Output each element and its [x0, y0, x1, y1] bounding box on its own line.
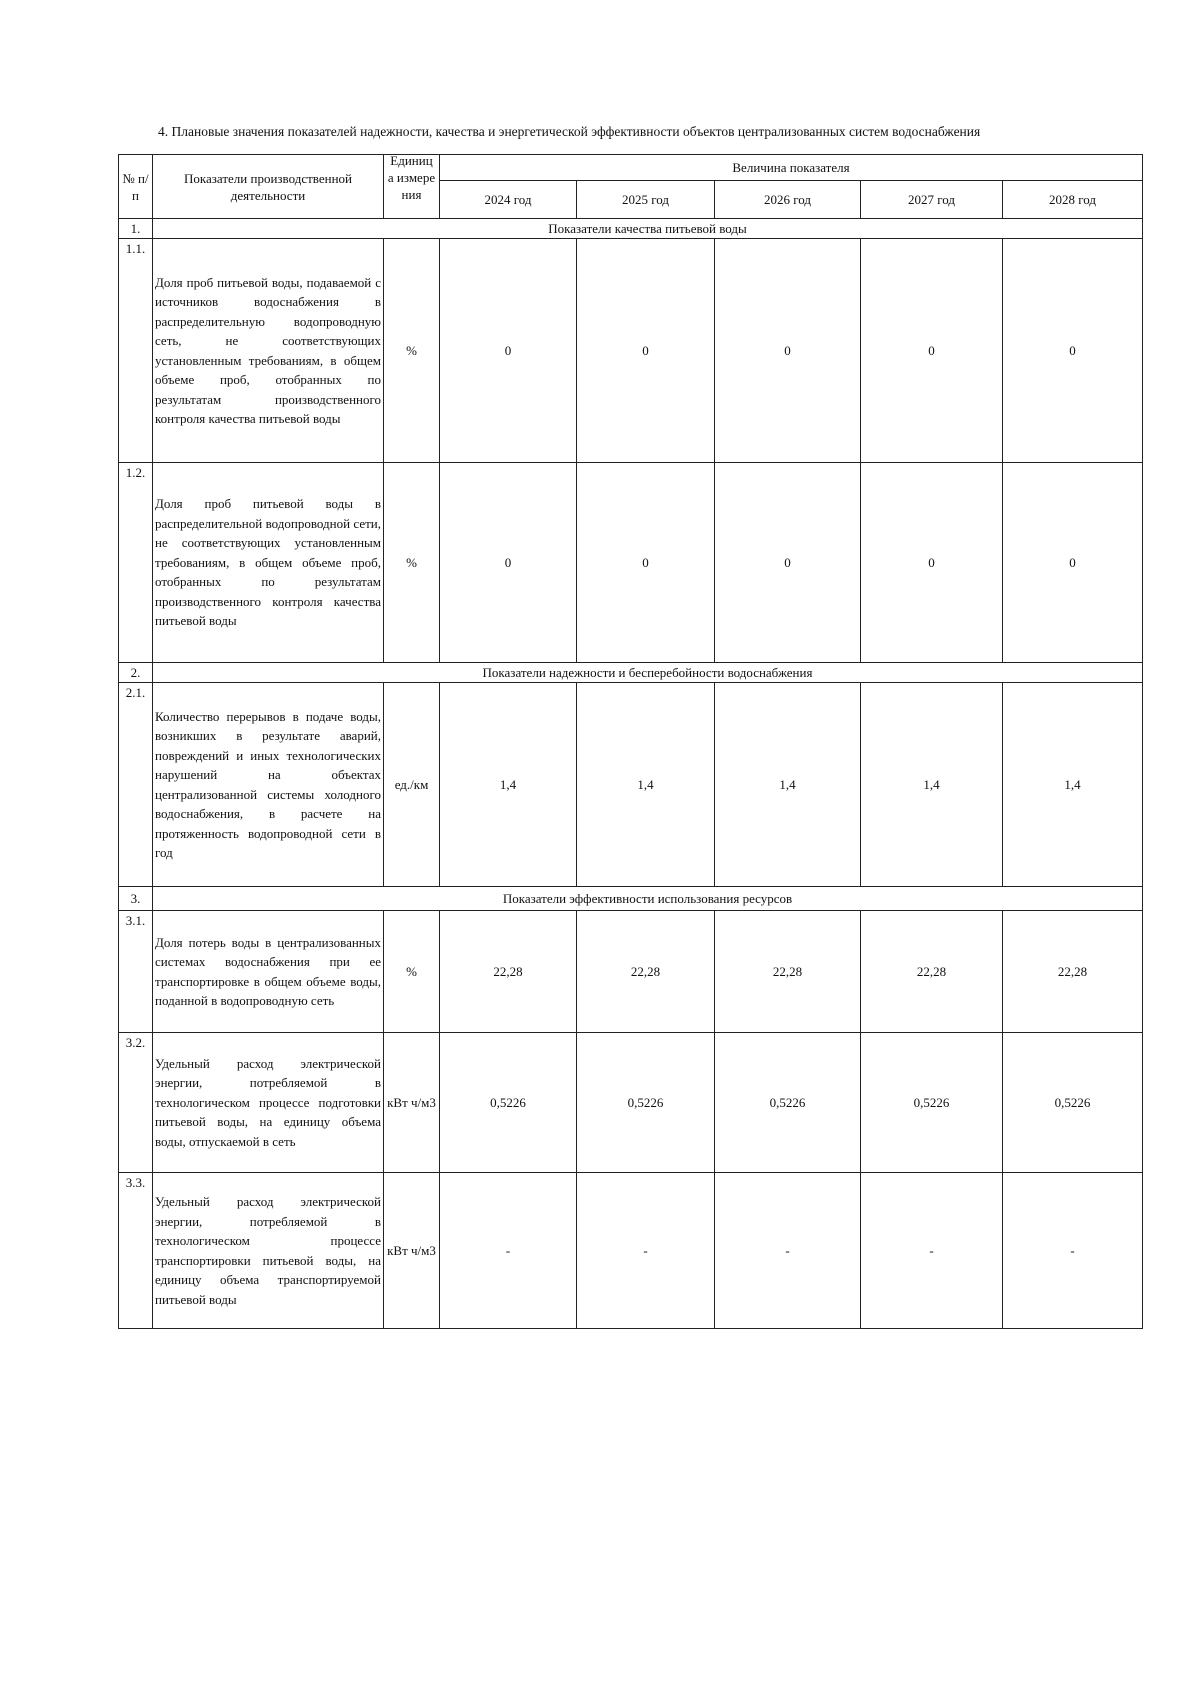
row-value: -: [440, 1173, 577, 1329]
indicators-table: [118, 154, 1143, 1329]
header-value: Величина показателя: [440, 155, 1143, 181]
row-value: 0,5226: [715, 1033, 861, 1173]
row-value: 0: [861, 239, 1003, 463]
row-value: 1,4: [440, 683, 577, 887]
row-unit: кВт ч/м3: [384, 1033, 440, 1173]
row-num: 2.1.: [119, 683, 153, 887]
section-num: 2.: [119, 663, 153, 683]
header-year: 2024 год: [440, 181, 577, 219]
row-value: 22,28: [440, 911, 577, 1033]
header-row: [119, 155, 1143, 181]
document-title: 4. Плановые значения показателей надежности, качества и энергетической эффективности объектов централизованных систем водоснабжения: [158, 124, 981, 139]
row-value: 0,5226: [577, 1033, 715, 1173]
row-value: 0: [577, 239, 715, 463]
section-title: Показатели надежности и бесперебойности водоснабжения: [153, 663, 1143, 683]
row-unit: %: [384, 463, 440, 663]
row-value: -: [715, 1173, 861, 1329]
row-num: 1.2.: [119, 463, 153, 663]
header-year: 2025 год: [577, 181, 715, 219]
row-value: 0,5226: [440, 1033, 577, 1173]
row-num: 3.3.: [119, 1173, 153, 1329]
header-year: 2026 год: [715, 181, 861, 219]
table-row: [119, 239, 1143, 463]
section-title: Показатели эффективности использования ресурсов: [153, 887, 1143, 911]
section-num: 3.: [119, 887, 153, 911]
section-row: [119, 219, 1143, 239]
row-value: 22,28: [577, 911, 715, 1033]
row-value: 0: [1003, 239, 1143, 463]
header-indicator: Показатели производственной деятельности: [153, 155, 384, 219]
row-num: 3.2.: [119, 1033, 153, 1173]
row-num: 3.1.: [119, 911, 153, 1033]
header-year: 2027 год: [861, 181, 1003, 219]
row-value: 22,28: [861, 911, 1003, 1033]
row-unit: %: [384, 911, 440, 1033]
row-value: 22,28: [715, 911, 861, 1033]
row-value: -: [861, 1173, 1003, 1329]
row-value: 0: [715, 239, 861, 463]
section-row: [119, 663, 1143, 683]
row-value: -: [577, 1173, 715, 1329]
row-value: 1,4: [861, 683, 1003, 887]
row-value: 0,5226: [861, 1033, 1003, 1173]
row-value: -: [1003, 1173, 1143, 1329]
table-row: [119, 1033, 1143, 1173]
table-row: [119, 463, 1143, 663]
section-num: 1.: [119, 219, 153, 239]
header-year: 2028 год: [1003, 181, 1143, 219]
row-value: 22,28: [1003, 911, 1143, 1033]
row-value: 1,4: [577, 683, 715, 887]
row-value: 0,5226: [1003, 1033, 1143, 1173]
table-row: [119, 1173, 1143, 1329]
header-unit: [384, 155, 440, 219]
table-row: [119, 911, 1143, 1033]
row-value: 0: [577, 463, 715, 663]
row-unit: %: [384, 239, 440, 463]
row-indicator: Доля проб питьевой воды в распределительной водопроводной сети, не соответствующих установленным требованиям, в общем объеме проб, отобранных по результатам производственного контроля качества питьевой воды: [153, 463, 384, 663]
row-indicator: Количество перерывов в подаче воды, возникших в результате аварий, повреждений и иных технологических нарушений на объектах централизованной системы холодного водоснабжения, в расчете на протяженность водопроводной сети в год: [153, 683, 384, 887]
row-indicator: Доля потерь воды в централизованных системах водоснабжения при ее транспортировке в общем объеме воды, поданной в водопроводную сеть: [153, 911, 384, 1033]
row-value: 1,4: [715, 683, 861, 887]
row-value: 1,4: [1003, 683, 1143, 887]
row-num: 1.1.: [119, 239, 153, 463]
row-value: 0: [861, 463, 1003, 663]
table-row: [119, 683, 1143, 887]
header-unit-text: Единица измерения: [387, 154, 436, 202]
row-indicator: Удельный расход электрической энергии, потребляемой в технологическом процессе транспортировки питьевой воды, на единицу объема транспортируемой питьевой воды: [153, 1173, 384, 1329]
row-unit: ед./км: [384, 683, 440, 887]
header-num: № п/п: [119, 155, 153, 219]
row-value: 0: [440, 463, 577, 663]
section-title: Показатели качества питьевой воды: [153, 219, 1143, 239]
row-indicator: Доля проб питьевой воды, подаваемой с источников водоснабжения в распределительную водопроводную сеть, не соответствующих установленным требованиям, в общем объеме проб, отобранных по результатам производственного контроля качества питьевой воды: [153, 239, 384, 463]
row-value: 0: [715, 463, 861, 663]
row-indicator: Удельный расход электрической энергии, потребляемой в технологическом процессе подготовки питьевой воды, на единицу объема воды, отпускаемой в сеть: [153, 1033, 384, 1173]
row-unit: кВт ч/м3: [384, 1173, 440, 1329]
section-row: [119, 887, 1143, 911]
row-value: 0: [1003, 463, 1143, 663]
row-value: 0: [440, 239, 577, 463]
